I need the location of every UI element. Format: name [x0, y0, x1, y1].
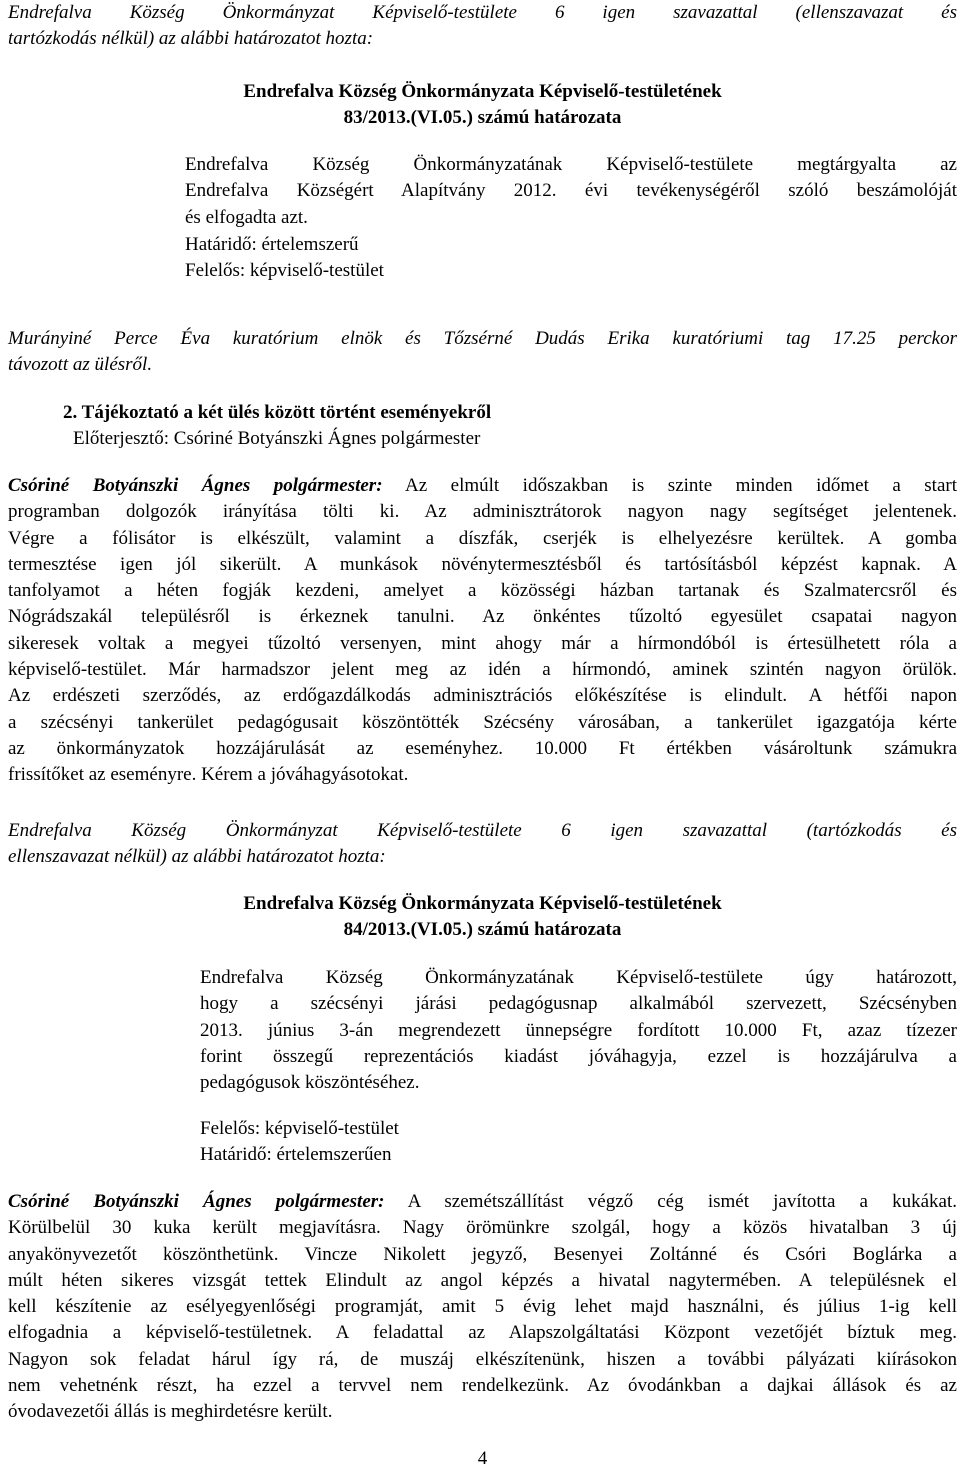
resolution-84-body-line-5: pedagógusok köszöntéséhez. — [200, 1072, 420, 1094]
mayor-speech-1 — [8, 473, 957, 789]
speaker-name: Csóriné Botyánszki Ágnes polgármester: — [8, 475, 383, 496]
mayor-speech-1-line-8: képviselő-testület. Már harmadszor jelent meg az idén a hírmondó, aminek szintén nagyon örülök. — [8, 659, 957, 681]
resolution-83-responsible: Felelős: képviselő-testület — [185, 260, 384, 282]
mayor-speech-1-line-4: termesztése igen jól sikerült. A munkások növénytermesztésből és tartósításból képzést kapnak. A — [8, 553, 957, 575]
mayor-speech-2-line-1-text: A szemétszállítást végző cég ismét javította a kukákat. — [407, 1191, 958, 1212]
departure-note-line-2: távozott az ülésről. — [8, 354, 153, 376]
mayor-speech-1-line-12: frissítőket az eseményre. Kérem a jóváhagyásotokat. — [8, 764, 409, 786]
mayor-speech-2-line-1 — [8, 1189, 957, 1215]
vote-statement-2 — [8, 818, 957, 871]
resolution-83-title — [8, 79, 957, 132]
mayor-speech-1-line-6: Nógrádszakál településről is érkeznek tanulni. Az önkéntes tűzoltó egyesület csapatai nagyon — [8, 606, 957, 628]
mayor-speech-1-line-9: Az erdészeti szerződés, az erdőgazdálkodás adminisztrációs előkészítése is elindult. A hétfői napon — [8, 685, 957, 707]
resolution-84-title-line-1: Endrefalva Község Önkormányzata Képviselő-testületének — [243, 893, 722, 914]
resolution-83-body-line-2: Endrefalva Községért Alapítvány 2012. évi tevékenységéről szóló beszámolóját — [185, 180, 957, 202]
resolution-84-meta — [200, 1116, 957, 1169]
agenda-item-2 — [8, 400, 957, 453]
mayor-speech-2 — [8, 1189, 957, 1426]
mayor-speech-2-line-6: elfogadnia a képviselő-testületnek. A feladattal az Alapszolgáltatási Központ vezetőjét bíztuk meg. — [8, 1322, 957, 1344]
vote-statement-1-line-1: Endrefalva Község Önkormányzat Képviselő-testülete 6 igen szavazattal (ellenszavazat és — [8, 2, 957, 23]
resolution-83-number: 83/2013.(VI.05.) számú határozata — [343, 107, 622, 129]
mayor-speech-1-line-7: sikeresek voltak a megyei tűzoltó versenyen, mint ahogy már a hírmondóból is értesülhetett róla a — [8, 632, 957, 654]
mayor-speech-1-line-1-text: Az elmúlt időszakban is szinte minden időmet a start — [404, 475, 958, 496]
resolution-84-number: 84/2013.(VI.05.) számú határozata — [343, 919, 622, 941]
mayor-speech-2-line-3: anyakönyvezetőt köszönthetünk. Vincze Nikolett jegyző, Besenyei Zoltánné és Csóri Boglárka a — [8, 1243, 957, 1265]
page-number-value: 4 — [477, 1448, 488, 1469]
mayor-speech-1-line-1 — [8, 473, 957, 499]
mayor-speech-2-line-7: Nagyon sok feladat hárul így rá, de muszáj elkészítenünk, hiszen a további pályázati kiírásokon — [8, 1348, 957, 1370]
mayor-speech-2-line-9: óvodavezetői állás is meghirdetésre került. — [8, 1401, 333, 1423]
resolution-83-body-line-3: és elfogadta azt. — [185, 206, 308, 228]
departure-note-line-1: Murányiné Perce Éva kuratórium elnök és Tőzsérné Dudás Erika kuratóriumi tag 17.25 perckor — [8, 328, 957, 349]
resolution-83-meta — [185, 232, 957, 285]
resolution-83-body — [185, 152, 957, 231]
mayor-speech-1-line-5: tanfolyamot a héten fogják kezdeni, amelyet a közösségi házban tartanak és Szalmatercsről és — [8, 580, 957, 602]
resolution-84-body-line-2: hogy a szécsényi járási pedagógusnap alkalmából szervezett, Szécsényben — [200, 993, 957, 1015]
vote-statement-1 — [8, 0, 957, 53]
mayor-speech-1-line-2: programban dolgozók irányítása tölti ki. Az adminisztrátorok nagyon nagy segítséget jelentenek. — [8, 501, 957, 523]
vote-statement-2-line-1: Endrefalva Község Önkormányzat Képviselő-testülete 6 igen szavazattal (tartózkodás és — [8, 820, 957, 841]
resolution-84-title — [8, 891, 957, 944]
mayor-speech-1-line-3: Végre a fólisátor is elkészült, valamint a díszfák, cserjék is elhelyezésre kerültek. A gomba — [8, 527, 957, 549]
vote-statement-2-line-2: ellenszavazat nélkül) az alábbi határozatot hozta: — [8, 846, 386, 868]
resolution-84-body-line-1: Endrefalva Község Önkormányzatának Képviselő-testülete úgy határozott, — [200, 967, 957, 988]
resolution-84-body-line-4: forint összegű reprezentációs kiadást jóváhagyja, ezzel is hozzájárulva a — [200, 1045, 957, 1067]
resolution-84-responsible: Felelős: képviselő-testület — [200, 1118, 399, 1139]
resolution-83-deadline: Határidő: értelemszerű — [185, 234, 359, 255]
mayor-speech-1-line-11: az önkormányzatok hozzájárulását az eseményhez. 10.000 Ft értékben vásároltunk számukra — [8, 737, 957, 759]
departure-note — [8, 326, 957, 379]
mayor-speech-2-line-8: nem vehetnénk részt, ha ezzel a tervvel nem rendelkezünk. Az óvodánkban a dajkai állások és az — [8, 1375, 957, 1397]
resolution-84-body — [200, 965, 957, 1096]
page-number — [8, 1446, 957, 1472]
resolution-83-body-line-1: Endrefalva Község Önkormányzatának Képviselő-testülete megtárgyalta az — [185, 154, 957, 175]
mayor-speech-2-line-4: múlt héten sikeres vizsgát tettek Elindult az angol képzés a hivatal nagytermében. A településnek el — [8, 1269, 957, 1291]
mayor-speech-1-line-10: a szécsényi tankerület pedagógusait köszöntötték Szécsény városában, a tankerület igazgatója kérte — [8, 711, 957, 733]
vote-statement-1-line-2: tartózkodás nélkül) az alábbi határozatot hozta: — [8, 28, 374, 50]
speaker-name: Csóriné Botyánszki Ágnes polgármester: — [8, 1191, 385, 1212]
resolution-83-title-line-1: Endrefalva Község Önkormányzata Képviselő-testületének — [243, 81, 722, 102]
agenda-item-2-presenter: Előterjesztő: Csóriné Botyánszki Ágnes polgármester — [73, 428, 481, 450]
mayor-speech-2-line-2: Körülbelül 30 kuka került megjavításra. Nagy örömünkre szolgál, hogy a közös hivatalban 3 új — [8, 1217, 957, 1239]
mayor-speech-2-line-5: kell készítenie az esélyegyenlőségi programját, amit 5 évig lehet majd használni, és július 1-ig kell — [8, 1296, 957, 1318]
agenda-item-2-heading: 2. Tájékoztató a két ülés között történt eseményekről — [63, 402, 492, 423]
resolution-84-body-line-3: 2013. június 3-án megrendezett ünnepségre fordított 10.000 Ft, azaz tízezer — [200, 1019, 957, 1041]
resolution-84-deadline: Határidő: értelemszerűen — [200, 1144, 392, 1166]
